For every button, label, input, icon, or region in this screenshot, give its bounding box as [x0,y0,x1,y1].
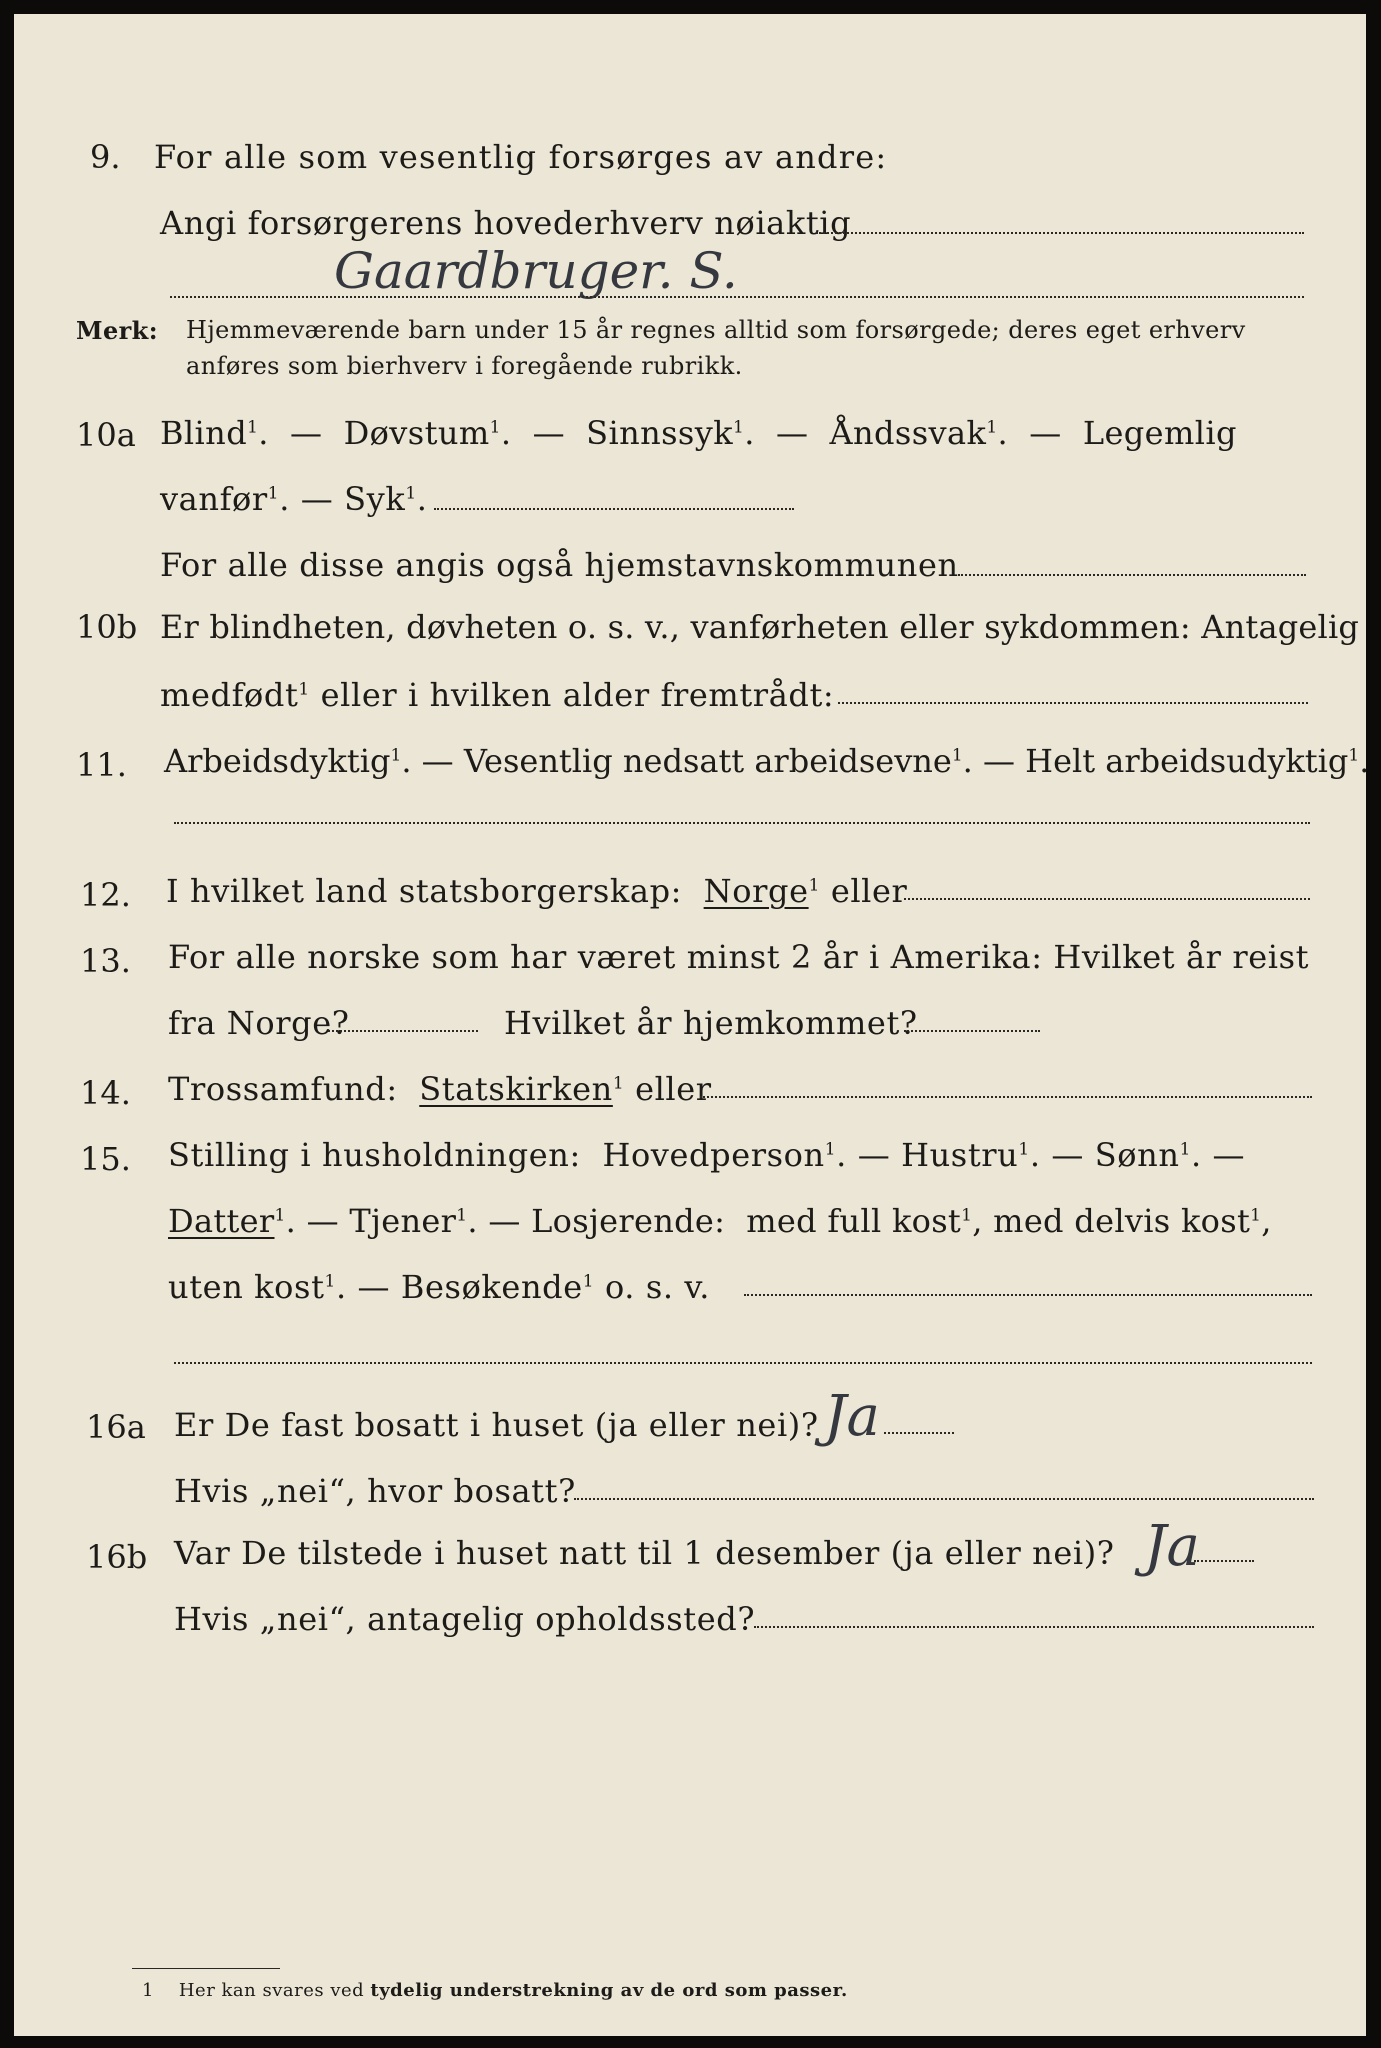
q16b-line-1: Var De tilstede i huset natt til 1 desember (ja eller nei)? [174,1534,1115,1572]
q10a-line-2: vanfør$^1$. — Syk$^1$. [160,480,428,518]
q10a-number: 10a [76,416,136,454]
footnote: 1 Her kan svares ved tydelig understrekning av de ord som passer. [142,1980,848,2001]
q10b-line-1: Er blindheten, døvheten o. s. v., vanførheten eller sykdommen: Antagelig [160,608,1360,646]
q9-answer-line-2 [170,296,1304,298]
q14-number: 14. [80,1074,131,1112]
q13-number: 13. [80,942,131,980]
note-line-1: Hjemmeværende barn under 15 år regnes alltid som forsørgede; deres eget erhverv [186,316,1246,344]
q11-line-1: Arbeidsdyktig$^1$. — Vesentlig nedsatt arbeidsevne$^1$. — Helt arbeidsudyktig$^1$. [164,742,1370,780]
option-dovstum: Døvstum [343,414,490,452]
q12-answer-line [904,898,1310,900]
q13-line-1: For alle norske som har været minst 2 år i Amerika: Hvilket år reist [168,938,1310,976]
q10a-line-3: For alle disse angis også hjemstavnskommunen [160,546,959,584]
q13-hjem-line [904,1030,1040,1032]
q15-line-1: Stilling i husholdningen: Hovedperson$^1$. — Hustru$^1$. — Sønn$^1$. — [168,1136,1246,1174]
q15-answer-line [174,1362,1312,1364]
q12-number: 12. [80,876,131,914]
q10b-number: 10b [76,608,138,646]
q16b-handwritten-answer: Ja [1144,1514,1200,1579]
q13-hjemkommet: Hvilket år hjemkommet? [504,1004,918,1042]
option-blind: Blind [160,414,248,452]
q10a-line-1: Blind$^1$. — Døvstum$^1$. — Sinnssyk$^1$. — Åndssvak$^1$. — Legemlig [160,414,1237,452]
footnote-mark: 1 [142,1980,154,2001]
q16b-answer-line [1194,1560,1254,1562]
option-vanfor: vanfør [160,480,268,518]
q14-answer-line [700,1096,1312,1098]
q16a-bosatt-line [574,1498,1314,1500]
note-line-2: anføres som bierhverv i foregående rubrikk. [186,352,743,380]
option-andssvak: Åndssvak [829,414,987,452]
q16a-handwritten-answer: Ja [824,1384,880,1449]
q9-answer-line-1 [816,232,1304,234]
option-legemlig: Legemlig [1082,414,1237,452]
q9-prompt: Angi forsørgerens hovederhverv nøiaktig [160,204,852,242]
note-label: Merk: [76,316,158,345]
option-datter: Datter [168,1202,275,1240]
q11-number: 11. [76,746,127,784]
q13-fra-norge: fra Norge? [168,1004,350,1042]
q10b-line-2: medfødt$^1$ eller i hvilken alder fremtrådt: [160,676,835,714]
q15-number: 15. [80,1140,131,1178]
q16b-opholdssted-line [754,1626,1314,1628]
q16a-line-1: Er De fast bosatt i huset (ja eller nei)? [174,1406,819,1444]
q15-osv-line [744,1294,1312,1296]
q16b-line-2: Hvis „nei“, antagelig opholdssted? [174,1600,756,1638]
q16a-answer-line [884,1432,954,1434]
q12-line: I hvilket land statsborgerskap: Norge$^1$ eller [166,872,908,910]
q11-answer-line [174,822,1310,824]
q10a-syk-line [434,508,794,510]
option-sinnssyk: Sinnssyk [586,414,734,452]
census-form-page [14,14,1370,2036]
q16a-line-2: Hvis „nei“, hvor bosatt? [174,1472,576,1510]
q9-handwritten-answer: Gaardbruger. S. [334,242,738,300]
q10a-hjemstavn-line [958,574,1306,576]
q16b-number: 16b [86,1538,148,1576]
q16a-number: 16a [86,1408,146,1446]
q15-line-2: Datter$^1$. — Tjener$^1$. — Losjerende: med full kost$^1$, med delvis kost$^1$, [168,1202,1272,1240]
q15-line-3: uten kost$^1$. — Besøkende$^1$ o. s. v. [168,1268,711,1306]
option-norge: Norge [703,872,809,910]
option-statskirken: Statskirken [419,1070,613,1108]
q9-number: 9. [90,138,121,176]
q9-title: For alle som vesentlig forsørges av andre: [154,138,888,176]
q10b-alder-line [838,702,1308,704]
q14-line: Trossamfund: Statskirken$^1$ eller [168,1070,712,1108]
q13-fra-line [328,1030,478,1032]
footnote-rule [132,1968,280,1969]
option-syk: Syk [344,480,406,518]
